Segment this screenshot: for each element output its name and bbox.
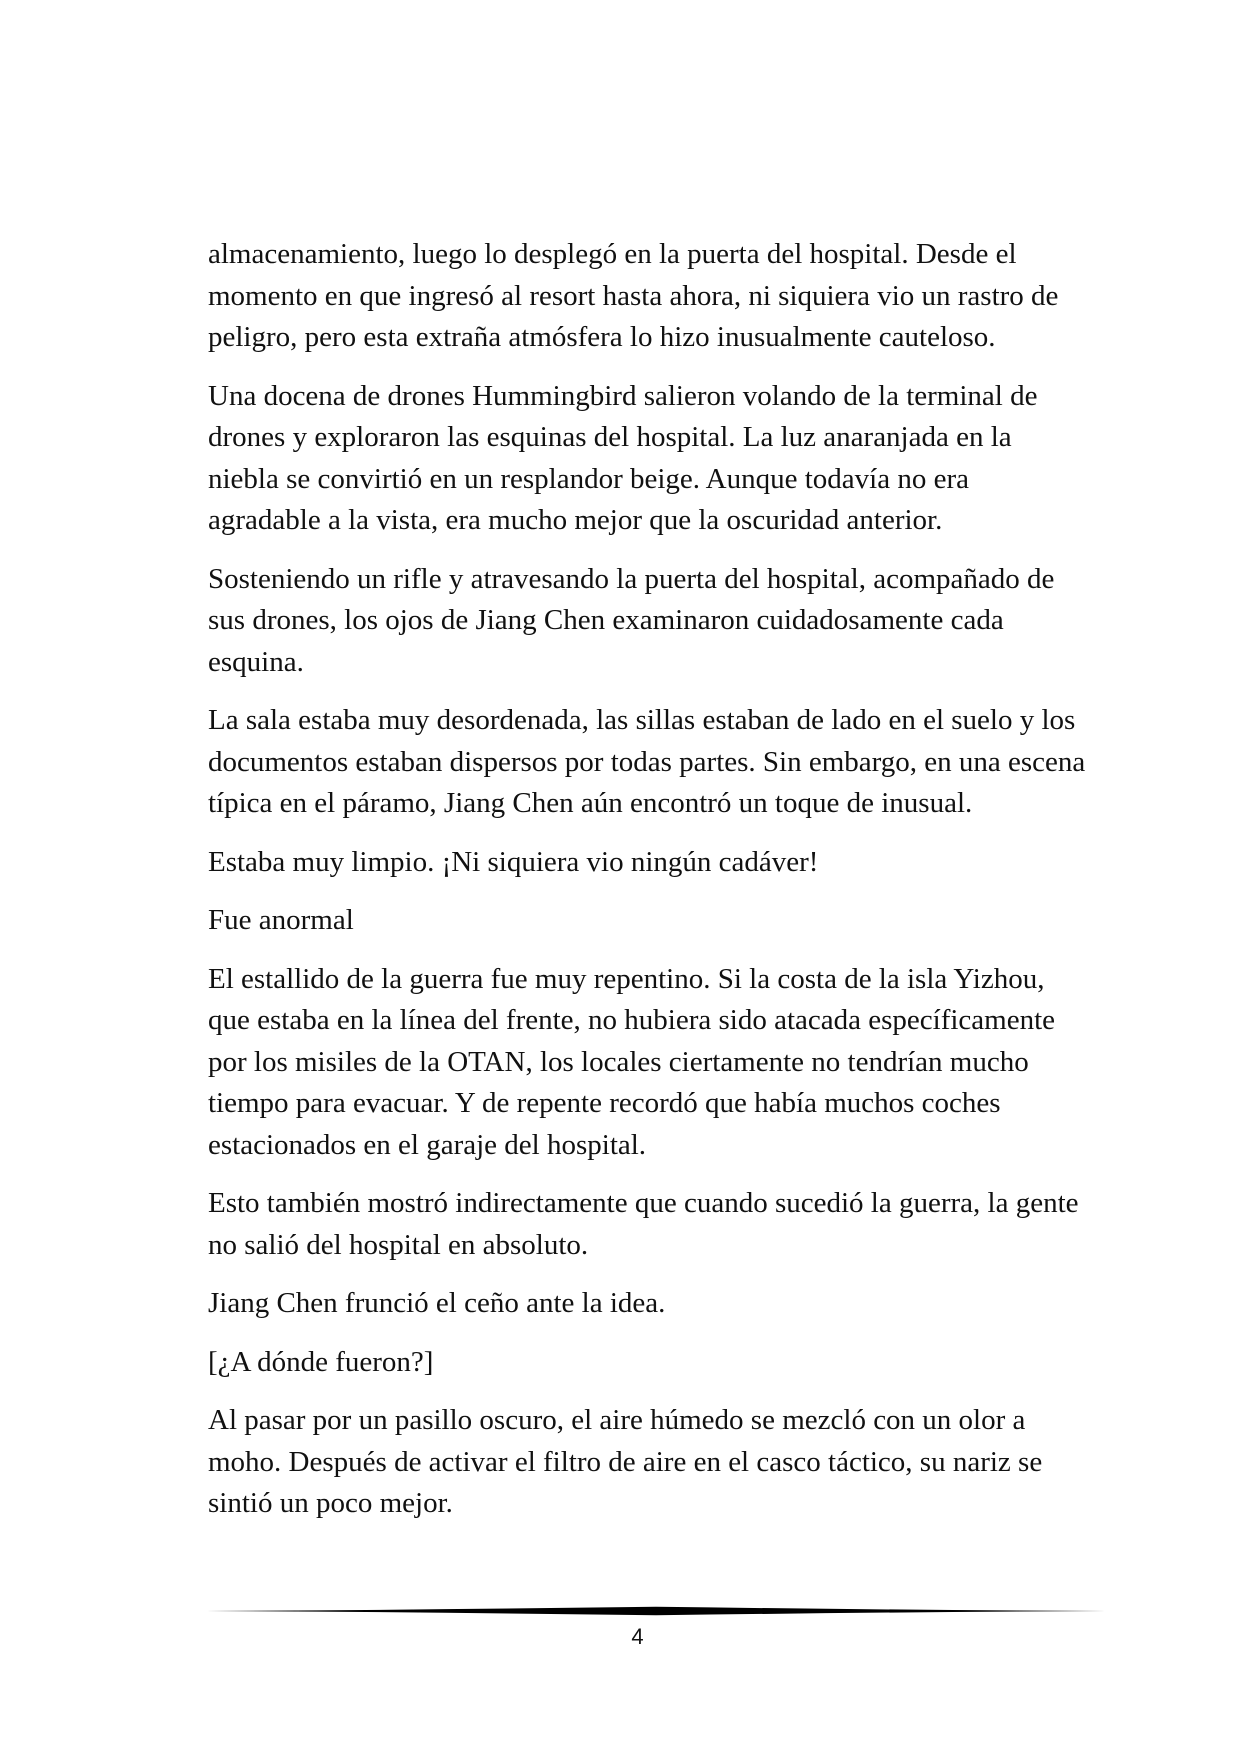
paragraph: Al pasar por un pasillo oscuro, el aire húmedo se mezcló con un olor a moho. Después de activar el filtro de aire en el casco táctico, su nariz se sintió un poco mejor. <box>208 1404 1043 1519</box>
paragraph: almacenamiento, luego lo desplegó en la puerta del hospital. Desde el momento en que ingresó al resort hasta ahora, ni siquiera vio un rastro de peligro, pero esta extraña atmósfera lo hizo inusualmente cauteloso. <box>208 238 1059 353</box>
body-text <box>208 234 1088 1542</box>
paragraph: [¿A dónde fueron?] <box>208 1345 434 1378</box>
paragraph: Jiang Chen frunció el ceño ante la idea. <box>208 1287 666 1319</box>
paragraph: Una docena de drones Hummingbird salieron volando de la terminal de drones y exploraron las esquinas del hospital. La luz anaranjada en la niebla se convirtió en un resplandor beige. Aunque todavía no era agradable a la vista, era mucho mejor que la oscuridad anterior. <box>208 379 1038 536</box>
paragraph: Fue anormal <box>208 904 354 936</box>
footer-rule <box>206 1604 1106 1618</box>
paragraph: El estallido de la guerra fue muy repentino. Si la costa de la isla Yizhou, que estaba en la línea del frente, no hubiera sido atacada específicamente por los misiles de la OTAN, los locales ciertamente no tendrían mucho tiempo para evacuar. Y de repente recordó que había muchos coches estacionados en el garaje del hospital. <box>208 962 1056 1161</box>
paragraph: Estaba muy limpio. ¡Ni siquiera vio ningún cadáver! <box>208 845 819 878</box>
paragraph: Sosteniendo un rifle y atravesando la puerta del hospital, acompañado de sus drones, los ojos de Jiang Chen examinaron cuidadosamente cada esquina. <box>208 562 1055 678</box>
paragraph: La sala estaba muy desordenada, las sillas estaban de lado en el suelo y los documentos estaban dispersos por todas partes. Sin embargo, en una escena típica en el páramo, Jiang Chen aún encontró un toque de inusual. <box>208 704 1086 819</box>
paragraph: Esto también mostró indirectamente que cuando sucedió la guerra, la gente no salió del hospital en absoluto. <box>208 1187 1079 1261</box>
page-number: 4 <box>631 1624 644 1649</box>
